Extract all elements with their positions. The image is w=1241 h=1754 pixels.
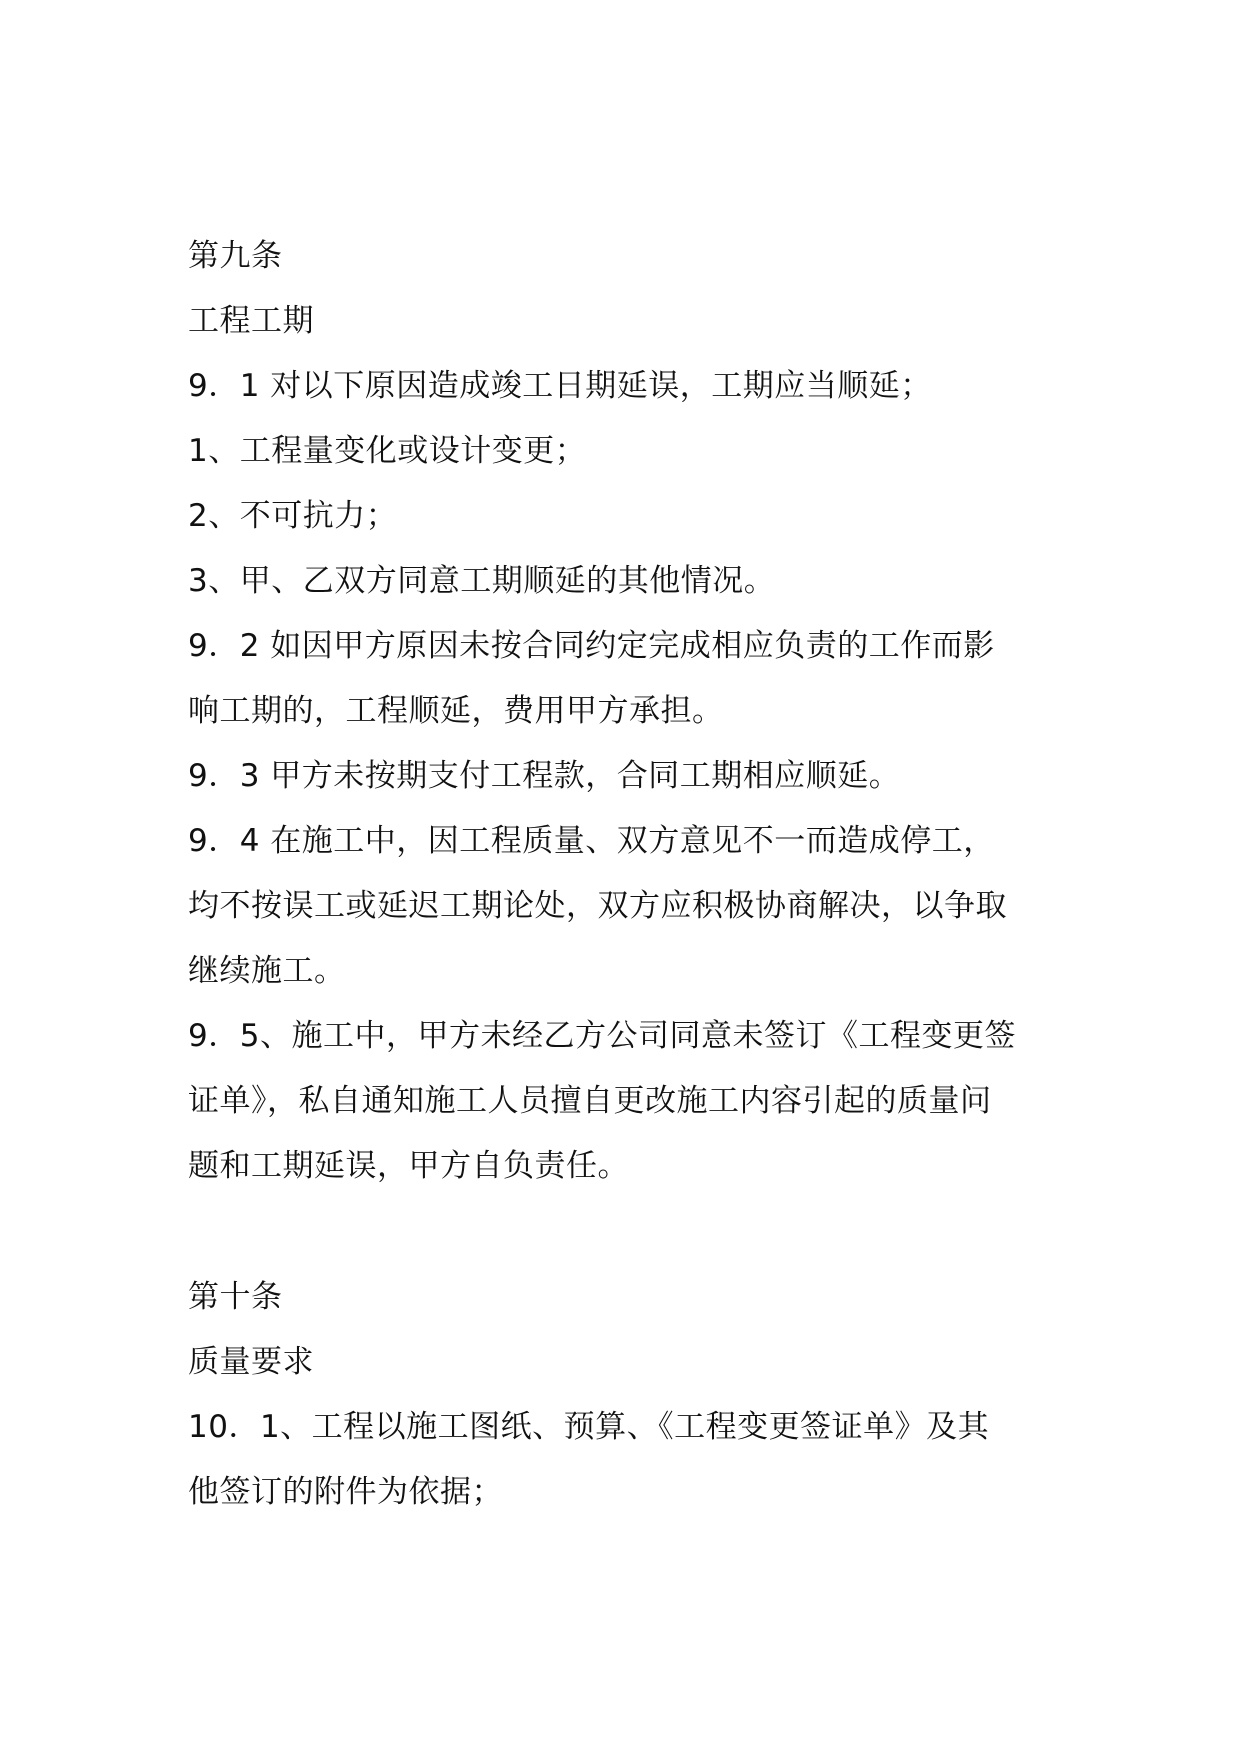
clause-9-2-line-2: 响工期的，工程顺延，费用甲方承担。 [188,693,724,729]
clause-9-1-item-3: 3、甲、乙双方同意工期顺延的其他情况。 [188,563,776,599]
clause-9-4-line-3: 继续施工。 [188,953,346,989]
clause-9-5-line-3: 题和工期延误，甲方自负责任。 [188,1148,629,1184]
clause-9-3: 9．3 甲方未按期支付工程款，合同工期相应顺延。 [188,758,901,794]
article-10-title: 质量要求 [188,1344,314,1380]
clause-9-5-line-2: 证单》，私自通知施工人员擅自更改施工内容引起的质量问 [188,1083,992,1119]
article-9-heading: 第九条 [188,238,283,274]
document-body [188,224,1068,1525]
clause-10-1-line-1: 10．1、工程以施工图纸、预算、《工程变更签证单》及其 [188,1409,990,1445]
clause-9-4-line-2: 均不按误工或延迟工期论处，双方应积极协商解决，以争取 [188,888,1007,924]
clause-9-2-line-1: 9．2 如因甲方原因未按合同约定完成相应负责的工作而影 [188,628,995,664]
clause-9-1-item-2: 2、不可抗力； [188,498,398,534]
clause-9-1: 9．1 对以下原因造成竣工日期延误，工期应当顺延； [188,368,932,404]
clause-9-1-item-1: 1、工程量变化或设计变更； [188,433,587,469]
clause-10-1-line-2: 他签订的附件为依据； [188,1474,503,1510]
clause-9-4-line-1: 9．4 在施工中，因工程质量、双方意见不一而造成停工， [188,823,995,859]
article-9-title: 工程工期 [188,303,314,339]
section-spacer [188,1199,1068,1265]
clause-9-5-line-1: 9．5、施工中，甲方未经乙方公司同意未签订《工程变更签 [188,1018,1016,1054]
article-10-heading: 第十条 [188,1279,283,1315]
